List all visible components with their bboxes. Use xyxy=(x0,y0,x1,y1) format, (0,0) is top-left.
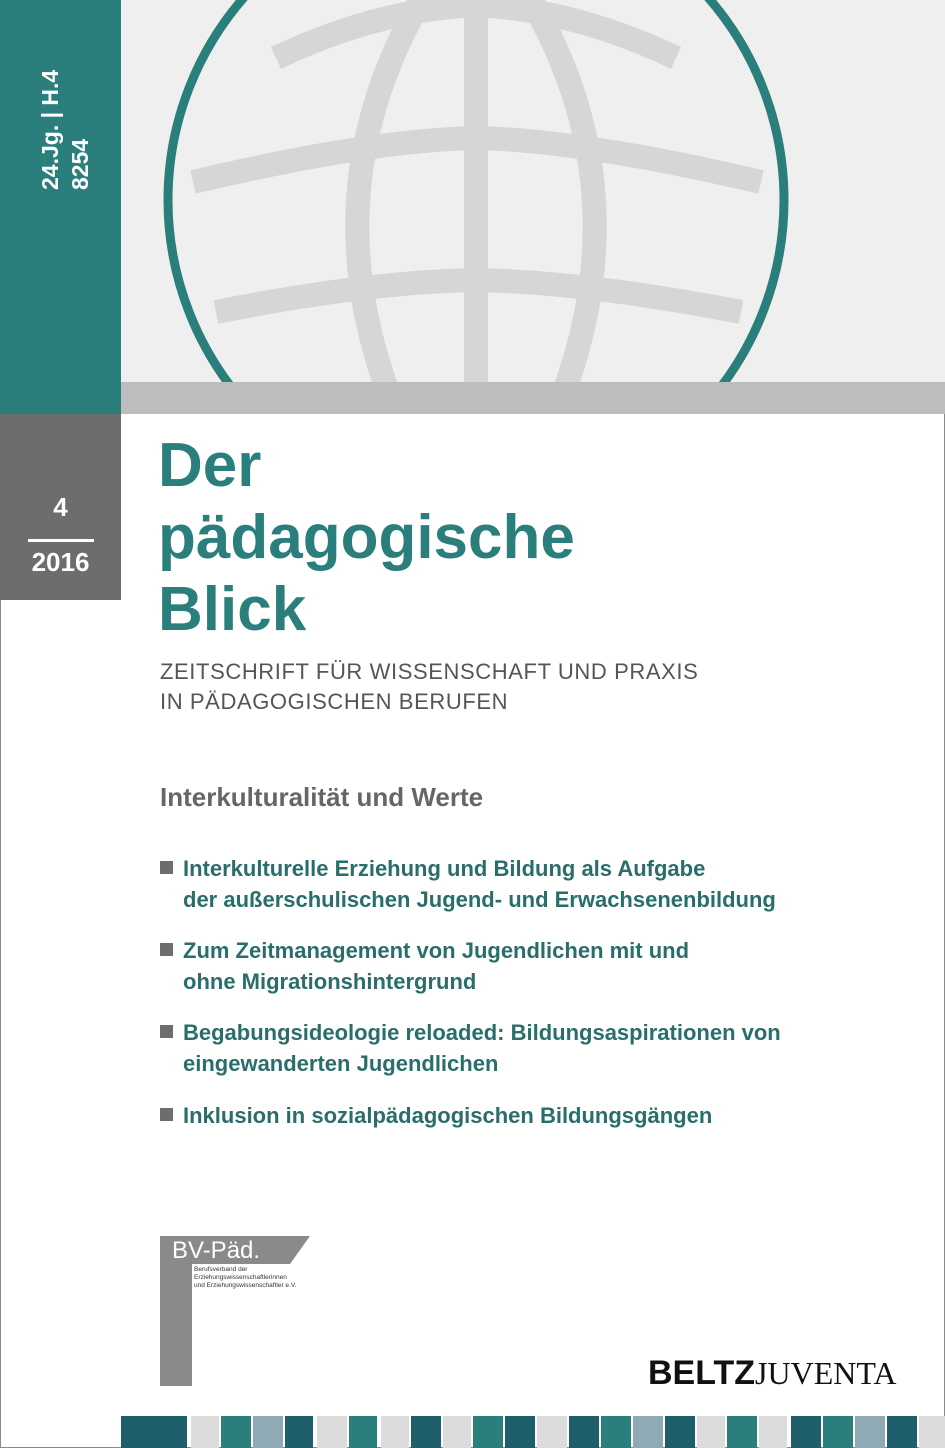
article-item xyxy=(160,935,689,997)
bv-sub-line: und Erziehungswissenschaftler e.V. xyxy=(194,1282,297,1289)
article-title: Begabungsideologie reloaded: Bildungsaspirationen von xyxy=(183,1020,781,1045)
globe-icon xyxy=(121,0,945,382)
bullet-icon xyxy=(160,943,173,956)
globe-band xyxy=(121,0,945,382)
bullet-icon xyxy=(160,1025,173,1038)
article-title: ohne Migrationshintergrund xyxy=(183,969,477,994)
publisher-logo xyxy=(648,1354,896,1393)
article-item xyxy=(160,1017,781,1079)
spine-block xyxy=(0,0,121,414)
volume-line: 24.Jg. | H.4 xyxy=(37,69,63,190)
title-line: Blick xyxy=(158,575,307,644)
issue-number: 4 xyxy=(53,492,68,522)
issue-divider xyxy=(28,539,94,542)
issue-block xyxy=(0,414,121,600)
volume-info xyxy=(35,70,95,190)
article-title: Interkulturelle Erziehung und Bildung als Aufgabe xyxy=(183,856,706,881)
bv-sub-line: Berufsverband der xyxy=(194,1266,248,1273)
article-title: der außerschulischen Jugend- und Erwachsenenbildung xyxy=(183,887,776,912)
bullet-icon xyxy=(160,1108,173,1121)
bv-sub-line: Erziehungswissenschaftlerinnen xyxy=(194,1274,287,1281)
publisher-juventa: JUVENTA xyxy=(755,1355,897,1391)
bullet-icon xyxy=(160,861,173,874)
article-item xyxy=(160,1100,712,1131)
bv-paed-subtitle xyxy=(194,1266,296,1290)
journal-title xyxy=(158,430,575,646)
article-title: Zum Zeitmanagement von Jugendlichen mit und xyxy=(183,938,690,963)
publisher-beltz: BELTZ xyxy=(648,1354,756,1392)
bv-paed-title: BV-Päd. xyxy=(172,1237,261,1264)
issue-theme: Interkulturalität und Werte xyxy=(160,782,484,812)
color-strip xyxy=(121,1416,945,1448)
subtitle-line: IN PÄDAGOGISCHEN BERUFEN xyxy=(160,689,509,714)
gray-divider-band xyxy=(121,382,945,414)
article-item xyxy=(160,853,776,915)
title-line: pädagogische xyxy=(158,503,575,572)
article-title: eingewanderten Jugendlichen xyxy=(183,1051,499,1076)
journal-subtitle xyxy=(160,657,698,717)
issue-year: 2016 xyxy=(31,547,90,577)
title-line: Der xyxy=(158,431,262,500)
article-title: Inklusion in sozialpädagogischen Bildungsgängen xyxy=(183,1103,713,1128)
subtitle-line: ZEITSCHRIFT FÜR WISSENSCHAFT UND PRAXIS xyxy=(160,659,699,684)
order-number: 8254 xyxy=(67,138,93,190)
